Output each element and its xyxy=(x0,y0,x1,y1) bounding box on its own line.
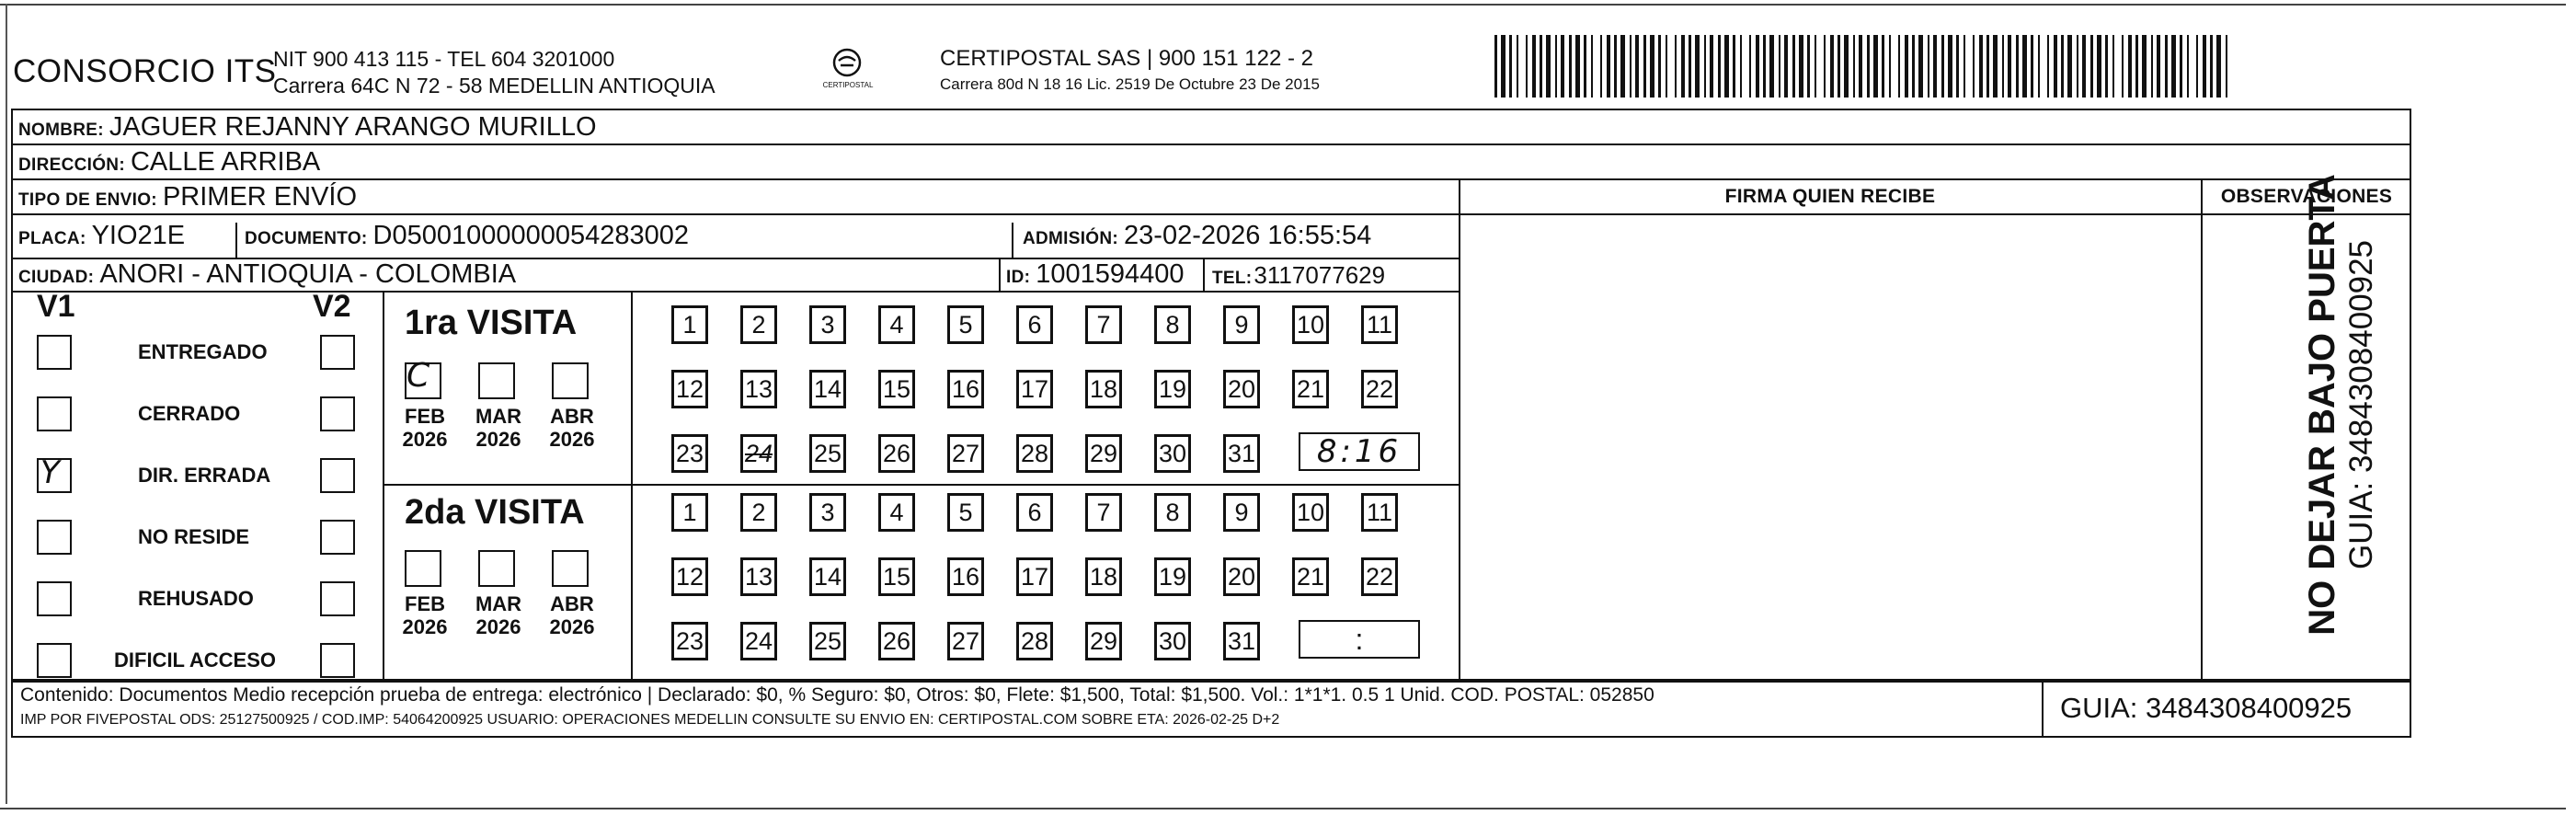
visit1-month-label-2: MAR 2026 xyxy=(475,405,522,451)
footer-guia: GUIA: 3484308400925 xyxy=(2060,692,2353,724)
id-label: ID: xyxy=(1006,268,1031,287)
direccion-value: CALLE ARRIBA xyxy=(130,147,321,177)
visit1-day-9[interactable]: 9 xyxy=(1223,305,1260,344)
id-value: 1001594400 xyxy=(1036,259,1185,289)
visit1-day-10[interactable]: 10 xyxy=(1292,305,1329,344)
v2-checkbox-entregado[interactable] xyxy=(320,335,355,370)
tel-field xyxy=(1212,261,1385,290)
nombre-row xyxy=(18,112,597,143)
documento-value: D05001000000054283002 xyxy=(372,221,690,250)
observaciones-header: OBSERVACIONES xyxy=(2220,186,2393,207)
visit2-day-1[interactable]: 1 xyxy=(671,493,708,532)
v1-checkbox-entregado[interactable] xyxy=(37,335,72,370)
visit2-day-14[interactable]: 14 xyxy=(809,557,846,596)
visit2-day-9[interactable]: 9 xyxy=(1223,493,1260,532)
visit2-day-30[interactable]: 30 xyxy=(1154,622,1191,660)
placa-field xyxy=(18,221,185,251)
visit2-month-label-3: ABR 2026 xyxy=(549,592,595,638)
visit1-day-19[interactable]: 19 xyxy=(1154,370,1191,408)
visit2-day-23[interactable]: 23 xyxy=(671,622,708,660)
id-field xyxy=(1006,259,1185,290)
v2-checkbox-cerrado[interactable] xyxy=(320,396,355,431)
visit1-time-value: 8:16 xyxy=(1316,433,1402,470)
visit1-day-28[interactable]: 28 xyxy=(1016,434,1053,473)
direccion-row xyxy=(18,147,320,178)
visit2-day-16[interactable]: 16 xyxy=(947,557,984,596)
direccion-label: DIRECCIÓN: xyxy=(18,155,125,175)
v1-header: V1 xyxy=(37,289,75,324)
certipostal-logo-icon xyxy=(820,44,874,98)
visit1-day-1[interactable]: 1 xyxy=(671,305,708,344)
visit2-time[interactable] xyxy=(1299,620,1420,659)
tipo-envio-row xyxy=(18,182,357,212)
sheet-top-edge xyxy=(0,4,2566,6)
visit2-month-checkbox-3[interactable] xyxy=(552,550,589,587)
visit1-month-label-1: FEB 2026 xyxy=(402,405,448,451)
visit2-day-24[interactable]: 24 xyxy=(740,622,777,660)
v2-header: V2 xyxy=(313,289,351,324)
visit2-day-13[interactable]: 13 xyxy=(740,557,777,596)
visit1-month-label-3: ABR 2026 xyxy=(549,405,595,451)
visit2-day-8[interactable]: 8 xyxy=(1154,493,1191,532)
visit2-day-29[interactable]: 29 xyxy=(1085,622,1122,660)
visit1-day-23[interactable]: 23 xyxy=(671,434,708,473)
visit2-title: 2da VISITA xyxy=(405,493,585,532)
visit1-month-checkbox-2[interactable] xyxy=(478,362,515,399)
visit1-day-21[interactable]: 21 xyxy=(1292,370,1329,408)
no-dejar-notice: NO DEJAR BAJO PUERTA xyxy=(2302,174,2342,636)
visit1-day-30[interactable]: 30 xyxy=(1154,434,1191,473)
visit2-day-4[interactable]: 4 xyxy=(878,493,915,532)
admision-label: ADMISIÓN: xyxy=(1023,229,1119,248)
contenido-text: Contenido: Documentos Medio recepción prueba de entrega: electrónico | Declarado: $0, % Seguro: $0, Otros: $0, Flete: $1,500, Total: $1,500. Vol.: 1*1*1. 0.5 1 Unid. COD. POSTAL: 052850 xyxy=(20,684,1654,706)
visit2-day-26[interactable]: 26 xyxy=(878,622,915,660)
ciudad-label: CIUDAD: xyxy=(18,268,95,287)
v1-checkbox-no-reside[interactable] xyxy=(37,520,72,555)
visit2-month-checkbox-1[interactable] xyxy=(405,550,441,587)
v2-checkbox-rehusado[interactable] xyxy=(320,581,355,616)
visit1-day-12[interactable]: 12 xyxy=(671,370,708,408)
visit1-day-4[interactable]: 4 xyxy=(878,305,915,344)
visit2-day-5[interactable]: 5 xyxy=(947,493,984,532)
sender-address: Carrera 64C N 72 - 58 MEDELLIN ANTIOQUIA xyxy=(273,74,716,98)
visit1-day-15[interactable]: 15 xyxy=(878,370,915,408)
visit2-day-27[interactable]: 27 xyxy=(947,622,984,660)
visit2-month-label-2: MAR 2026 xyxy=(475,592,522,638)
visit2-day-3[interactable]: 3 xyxy=(809,493,846,532)
visit2-day-22[interactable]: 22 xyxy=(1361,557,1398,596)
visit2-day-18[interactable]: 18 xyxy=(1085,557,1122,596)
v1-checkbox-rehusado[interactable] xyxy=(37,581,72,616)
v1-checkbox-dir-errada[interactable] xyxy=(37,454,72,493)
visit1-day-16[interactable]: 16 xyxy=(947,370,984,408)
barcode xyxy=(1494,35,2230,98)
visit2-day-21[interactable]: 21 xyxy=(1292,557,1329,596)
sender-info xyxy=(273,46,716,99)
v1-checkbox-dificil-acceso[interactable] xyxy=(37,643,72,678)
visit1-day-25[interactable]: 25 xyxy=(809,434,846,473)
carrier-line: CERTIPOSTAL SAS | 900 151 122 - 2 xyxy=(940,46,1313,71)
visit1-day-29[interactable]: 29 xyxy=(1085,434,1122,473)
tipo-envio-value: PRIMER ENVÍO xyxy=(162,182,358,212)
visit2-month-checkbox-2[interactable] xyxy=(478,550,515,587)
visit2-day-2[interactable]: 2 xyxy=(740,493,777,532)
ciudad-value: ANORI - ANTIOQUIA - COLOMBIA xyxy=(99,259,517,289)
visit2-day-31[interactable]: 31 xyxy=(1223,622,1260,660)
visit2-day-7[interactable]: 7 xyxy=(1085,493,1122,532)
visit1-day-3[interactable]: 3 xyxy=(809,305,846,344)
status-label-cerrado: CERRADO xyxy=(138,402,241,425)
sidebar-notice xyxy=(2302,166,2403,644)
tipo-envio-label: TIPO DE ENVIO: xyxy=(18,190,157,210)
visit1-day-26[interactable]: 26 xyxy=(878,434,915,473)
visit2-day-6[interactable]: 6 xyxy=(1016,493,1053,532)
visit2-day-11[interactable]: 11 xyxy=(1361,493,1398,532)
v2-checkbox-dir-errada[interactable] xyxy=(320,458,355,493)
visit1-day-17[interactable]: 17 xyxy=(1016,370,1053,408)
tel-label: TEL: xyxy=(1212,269,1253,288)
visit2-day-15[interactable]: 15 xyxy=(878,557,915,596)
visit1-day-8[interactable]: 8 xyxy=(1154,305,1191,344)
status-label-dificil-acceso: DIFICIL ACCESO xyxy=(114,649,277,672)
visit2-day-12[interactable]: 12 xyxy=(671,557,708,596)
visit2-day-10[interactable]: 10 xyxy=(1292,493,1329,532)
visit1-day-11[interactable]: 11 xyxy=(1361,305,1398,344)
status-label-rehusado: REHUSADO xyxy=(138,587,254,610)
visit1-day-7[interactable]: 7 xyxy=(1085,305,1122,344)
visit2-day-25[interactable]: 25 xyxy=(809,622,846,660)
visit1-month-checkbox-3[interactable] xyxy=(552,362,589,399)
visit1-day-6[interactable]: 6 xyxy=(1016,305,1053,344)
visit1-day-13[interactable]: 13 xyxy=(740,370,777,408)
placa-label: PLACA: xyxy=(18,229,86,248)
firma-area[interactable] xyxy=(1462,217,2198,677)
visit1-title: 1ra VISITA xyxy=(405,304,578,342)
carrier-info xyxy=(940,46,1320,98)
visit1-day-18[interactable]: 18 xyxy=(1085,370,1122,408)
nit-line: NIT 900 413 115 - TEL 604 3201000 xyxy=(273,47,615,71)
status-label-entregado: ENTREGADO xyxy=(138,340,268,363)
ciudad-field xyxy=(18,259,516,290)
admision-value: 23-02-2026 16:55:54 xyxy=(1124,221,1372,250)
visit2-month-label-1: FEB 2026 xyxy=(402,592,448,638)
visit2-day-19[interactable]: 19 xyxy=(1154,557,1191,596)
sidebar-guia: GUIA: 3484308400925 xyxy=(2343,239,2379,570)
visit1-day-27[interactable]: 27 xyxy=(947,434,984,473)
documento-field xyxy=(245,221,689,251)
documento-label: DOCUMENTO: xyxy=(245,229,368,248)
v2-checkbox-dificil-acceso[interactable] xyxy=(320,643,355,678)
visit2-time-value: : xyxy=(1355,622,1364,656)
status-label-no-reside: NO RESIDE xyxy=(138,525,250,548)
nombre-value: JAGUER REJANNY ARANGO MURILLO xyxy=(109,112,597,142)
placa-value: YIO21E xyxy=(91,221,186,250)
nombre-label: NOMBRE: xyxy=(18,121,104,140)
visit1-month-mark: C xyxy=(406,357,434,395)
carrier-address: Carrera 80d N 18 16 Lic. 2519 De Octubre 23 De 2015 xyxy=(940,75,1320,93)
imp-text: IMP POR FIVEPOSTAL ODS: 25127500925 / COD.IMP: 54064200925 USUARIO: OPERACIONES MEDELLIN CONSULTE SU ENVIO EN: CERTIPOSTAL.COM SOBRE ETA: 2026-02-25 D+2 xyxy=(20,712,1280,728)
v1-check-mark: Y xyxy=(40,454,63,491)
visit2-day-17[interactable]: 17 xyxy=(1016,557,1053,596)
logo-caption: CERTIPOSTAL xyxy=(822,81,874,89)
status-label-dir-errada: DIR. ERRADA xyxy=(138,464,271,487)
v1-checkbox-cerrado[interactable] xyxy=(37,396,72,431)
sheet-left-edge xyxy=(6,4,7,804)
visit1-day-22[interactable]: 22 xyxy=(1361,370,1398,408)
visit2-day-20[interactable]: 20 xyxy=(1223,557,1260,596)
visit1-day-24[interactable]: 24 xyxy=(740,434,777,473)
visit1-day-14[interactable]: 14 xyxy=(809,370,846,408)
visit2-day-28[interactable]: 28 xyxy=(1016,622,1053,660)
firma-header: FIRMA QUIEN RECIBE xyxy=(1724,186,1936,207)
brand-name: CONSORCIO ITS xyxy=(13,53,277,89)
visit1-day-5[interactable]: 5 xyxy=(947,305,984,344)
visit1-time[interactable] xyxy=(1299,432,1420,471)
tel-value: 3117077629 xyxy=(1254,261,1386,289)
visit1-day-20[interactable]: 20 xyxy=(1223,370,1260,408)
visit1-day-2[interactable]: 2 xyxy=(740,305,777,344)
sheet-bottom-edge xyxy=(0,808,2566,809)
visit1-day-31[interactable]: 31 xyxy=(1223,434,1260,473)
visit1-month-checkbox-1[interactable] xyxy=(405,357,441,399)
admision-field xyxy=(1023,221,1371,251)
v2-checkbox-no-reside[interactable] xyxy=(320,520,355,555)
